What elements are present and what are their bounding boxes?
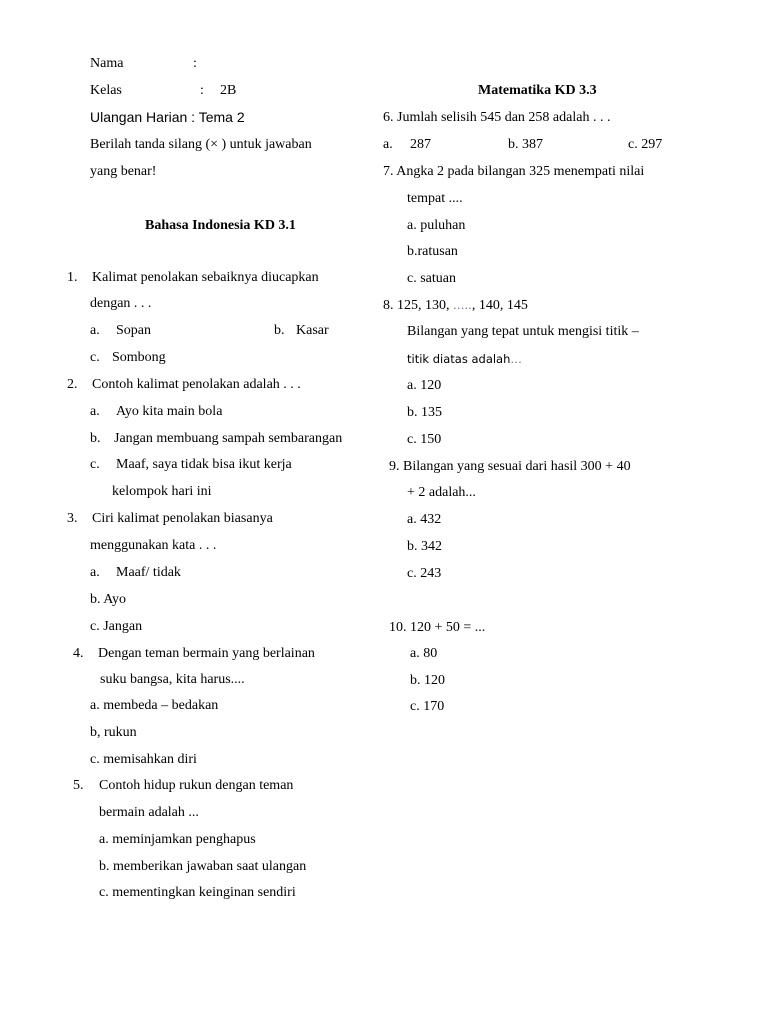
q4-text-cont: suku bangsa, kita harus.... <box>100 672 245 687</box>
q2-option-b: Jangan membuang sampah sembarangan <box>114 431 343 446</box>
kelas-value: 2B <box>220 83 237 98</box>
bahasa-section-title: Bahasa Indonesia KD 3.1 <box>145 218 296 233</box>
instruction-line-2: yang benar! <box>90 164 157 179</box>
q8-text-cont-2-words: titik diatas adalah <box>407 352 511 366</box>
q7-text-cont: tempat .... <box>407 191 463 206</box>
q8-text <box>383 297 528 314</box>
q4-option-a: a. membeda – bedakan <box>90 698 219 713</box>
q5-option-b: b. memberikan jawaban saat ulangan <box>99 859 307 874</box>
q8-blank-dots: ….. <box>453 298 472 312</box>
q1-number: 1. <box>67 270 78 285</box>
kelas-colon: : <box>200 83 204 98</box>
q4-option-b: b, rukun <box>90 725 137 740</box>
q2-text: Contoh kalimat penolakan adalah . . . <box>92 377 301 392</box>
q1-option-c: Sombong <box>112 350 166 365</box>
q3-option-c: c. Jangan <box>90 619 143 634</box>
q7-option-c: c. satuan <box>407 271 456 286</box>
q8-text-cont-2 <box>407 351 522 367</box>
q1-option-b-letter: b. <box>274 323 285 338</box>
q3-option-a-letter: a. <box>90 565 100 580</box>
q3-text: Ciri kalimat penolakan biasanya <box>92 511 273 526</box>
q3-text-cont: menggunakan kata . . . <box>90 538 217 553</box>
nama-label: Nama <box>90 56 124 71</box>
q9-option-b: b. 342 <box>407 539 442 554</box>
q2-option-a-letter: a. <box>90 404 100 419</box>
q2-option-b-letter: b. <box>90 431 101 446</box>
q5-option-c: c. mementingkan keinginan sendiri <box>99 885 296 900</box>
q9-option-a: a. 432 <box>407 512 442 527</box>
q6-text: 6. Jumlah selisih 545 dan 258 adalah . . . <box>383 110 611 125</box>
q6-option-a: 287 <box>410 137 431 152</box>
q9-text: 9. Bilangan yang sesuai dari hasil 300 + 40 <box>389 459 631 474</box>
q10-option-a: a. 80 <box>410 646 438 661</box>
q1-option-a-letter: a. <box>90 323 100 338</box>
q9-text-cont: + 2 adalah... <box>407 485 476 500</box>
matematika-section-title: Matematika KD 3.3 <box>478 83 597 98</box>
q6-option-b: b. 387 <box>508 137 543 152</box>
kelas-label: Kelas <box>90 83 122 98</box>
q2-option-c-letter: c. <box>90 457 100 472</box>
ulangan-title: Ulangan Harian : Tema 2 <box>90 109 245 125</box>
q5-text-cont: bermain adalah ... <box>99 805 199 820</box>
q8-text-start: 8. 125, 130, <box>383 298 453 313</box>
q2-option-c-cont: kelompok hari ini <box>112 484 212 499</box>
q8-text-end: , 140, 145 <box>471 298 528 313</box>
q4-text: Dengan teman bermain yang berlainan <box>98 646 315 661</box>
q5-text: Contoh hidup rukun dengan teman <box>99 778 294 793</box>
q10-text: 10. 120 + 50 = ... <box>389 620 486 635</box>
q1-option-a: Sopan <box>116 323 151 338</box>
nama-colon: : <box>193 56 197 71</box>
q10-option-c: c. 170 <box>410 699 445 714</box>
q2-option-c: Maaf, saya tidak bisa ikut kerja <box>116 457 292 472</box>
q8-option-b: b. 135 <box>407 405 442 420</box>
q4-number: 4. <box>73 646 84 661</box>
q4-option-c: c. memisahkan diri <box>90 752 197 767</box>
q6-option-a-letter: a. <box>383 137 393 152</box>
q3-option-a: Maaf/ tidak <box>116 565 181 580</box>
q10-option-b: b. 120 <box>410 673 445 688</box>
q7-option-b: b.ratusan <box>407 244 458 259</box>
q9-option-c: c. 243 <box>407 566 442 581</box>
q8-text-cont-2-dots: … <box>510 352 522 366</box>
q2-number: 2. <box>67 377 78 392</box>
q8-option-c: c. 150 <box>407 432 442 447</box>
q7-text: 7. Angka 2 pada bilangan 325 menempati nilai <box>383 164 645 179</box>
q6-option-c: c. 297 <box>628 137 663 152</box>
q8-text-cont: Bilangan yang tepat untuk mengisi titik – <box>407 324 639 339</box>
q3-number: 3. <box>67 511 78 526</box>
q7-option-a: a. puluhan <box>407 218 466 233</box>
q8-option-a: a. 120 <box>407 378 442 393</box>
q2-option-a: Ayo kita main bola <box>116 404 223 419</box>
q1-text-cont: dengan . . . <box>90 296 152 311</box>
q5-option-a: a. meminjamkan penghapus <box>99 832 256 847</box>
q3-option-b: b. Ayo <box>90 592 127 607</box>
instruction-line-1: Berilah tanda silang (× ) untuk jawaban <box>90 137 312 152</box>
q1-option-b: Kasar <box>296 323 329 338</box>
q1-option-c-letter: c. <box>90 350 100 365</box>
q1-text: Kalimat penolakan sebaiknya diucapkan <box>92 270 319 285</box>
q5-number: 5. <box>73 778 84 793</box>
